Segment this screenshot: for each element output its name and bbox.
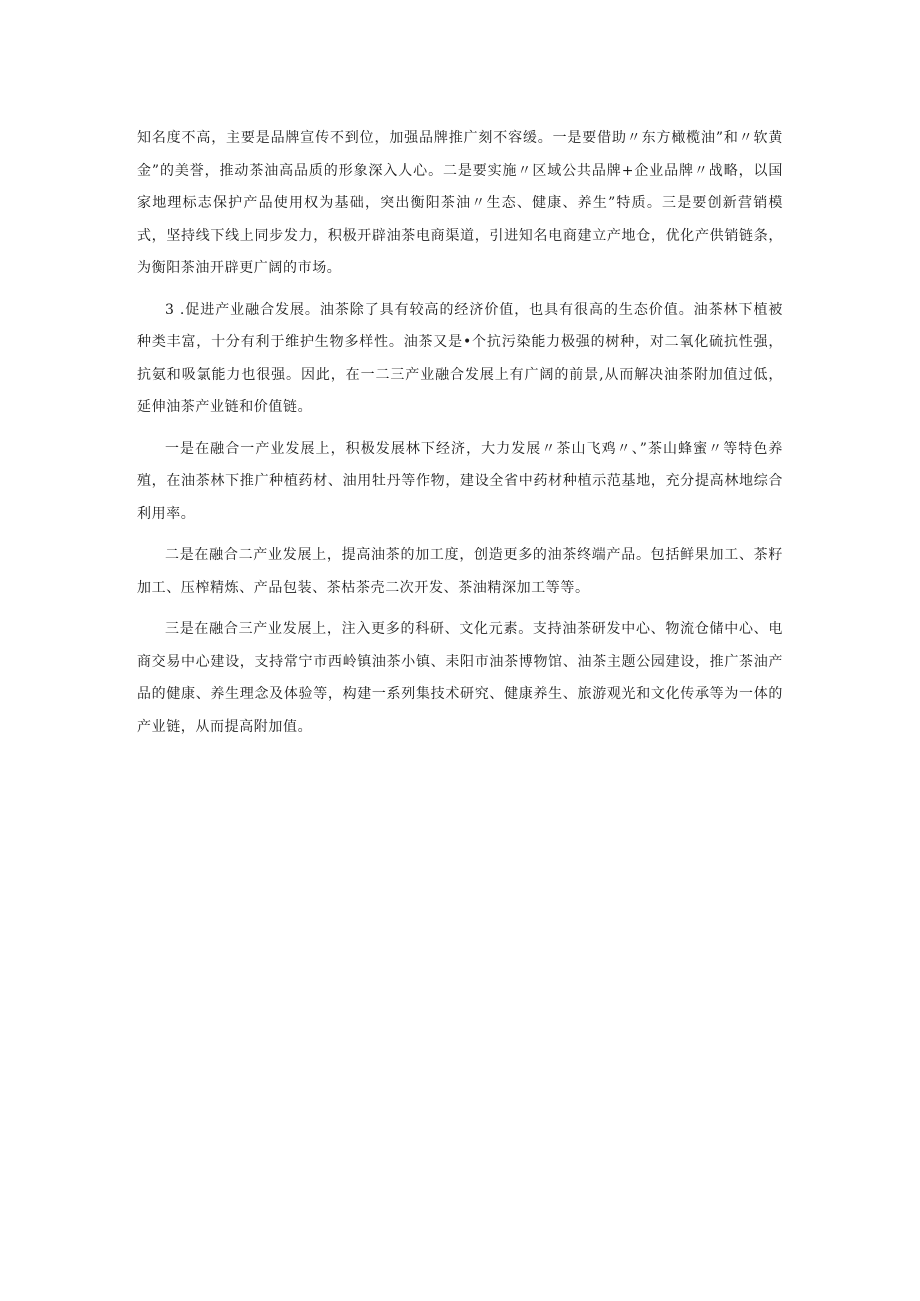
paragraph-industry-integration: 3 .促进产业融合发展。油茶除了具有较高的经济价值，也具有很高的生态价值。油茶林下植被种类丰富，十分有利于维护生物多样性。油茶又是•个抗污染能力极强的树种，对二氧化硫抗性强，抗氨和吸氯能力也很强。因此，在一二三产业融合发展上有广阔的前景,从而解决油茶附加值过低，延伸油茶产业链和价值链。 <box>137 301 783 415</box>
document-body <box>137 122 783 752</box>
paragraph-brand-promotion: 知名度不高，主要是品牌宣传不到位，加强品牌推广刻不容缓。一是要借助〃东方橄榄油”和〃软黄金”的美誉，推动茶油高品质的形象深入人心。二是要实施〃区域公共品牌+企业品牌〃战略，以国家地理标志保护产品使用权为基础，突出衡阳茶油〃生态、健康、养生”特质。三是要创新营销模式，坚持线下线上同步发力，积极开辟油茶电商渠道，引进知名电商建立产地仓，优化产供销链条，为衡阳茶油开辟更广阔的市场。 <box>137 130 783 276</box>
paragraph-tertiary-industry: 三是在融合三产业发展上，注入更多的科研、文化元素。支持油茶研发中心、物流仓储中心、电商交易中心建设，支持常宁市西岭镇油茶小镇、耒阳市油茶博物馆、油茶主题公园建设，推广茶油产品的健康、养生理念及体验等，构建一系列集技术研究、健康养生、旅游观光和文化传承等为一体的产业链，从而提高附加值。 <box>137 621 783 735</box>
paragraph-secondary-industry: 二是在融合二产业发展上，提高油茶的加工度，创造更多的油茶终端产品。包括鲜果加工、茶籽加工、压榨精炼、产品包装、茶枯茶壳二次开发、茶油精深加工等等。 <box>137 547 783 596</box>
paragraph-primary-industry: 一是在融合一产业发展上，积极发展林下经济，大力发展〃茶山飞鸡〃、”茶山蜂蜜〃等特色养殖，在油茶林下推广种植药材、油用牡丹等作物，建设全省中药材种植示范基地，充分提高林地综合利用率。 <box>137 440 783 522</box>
